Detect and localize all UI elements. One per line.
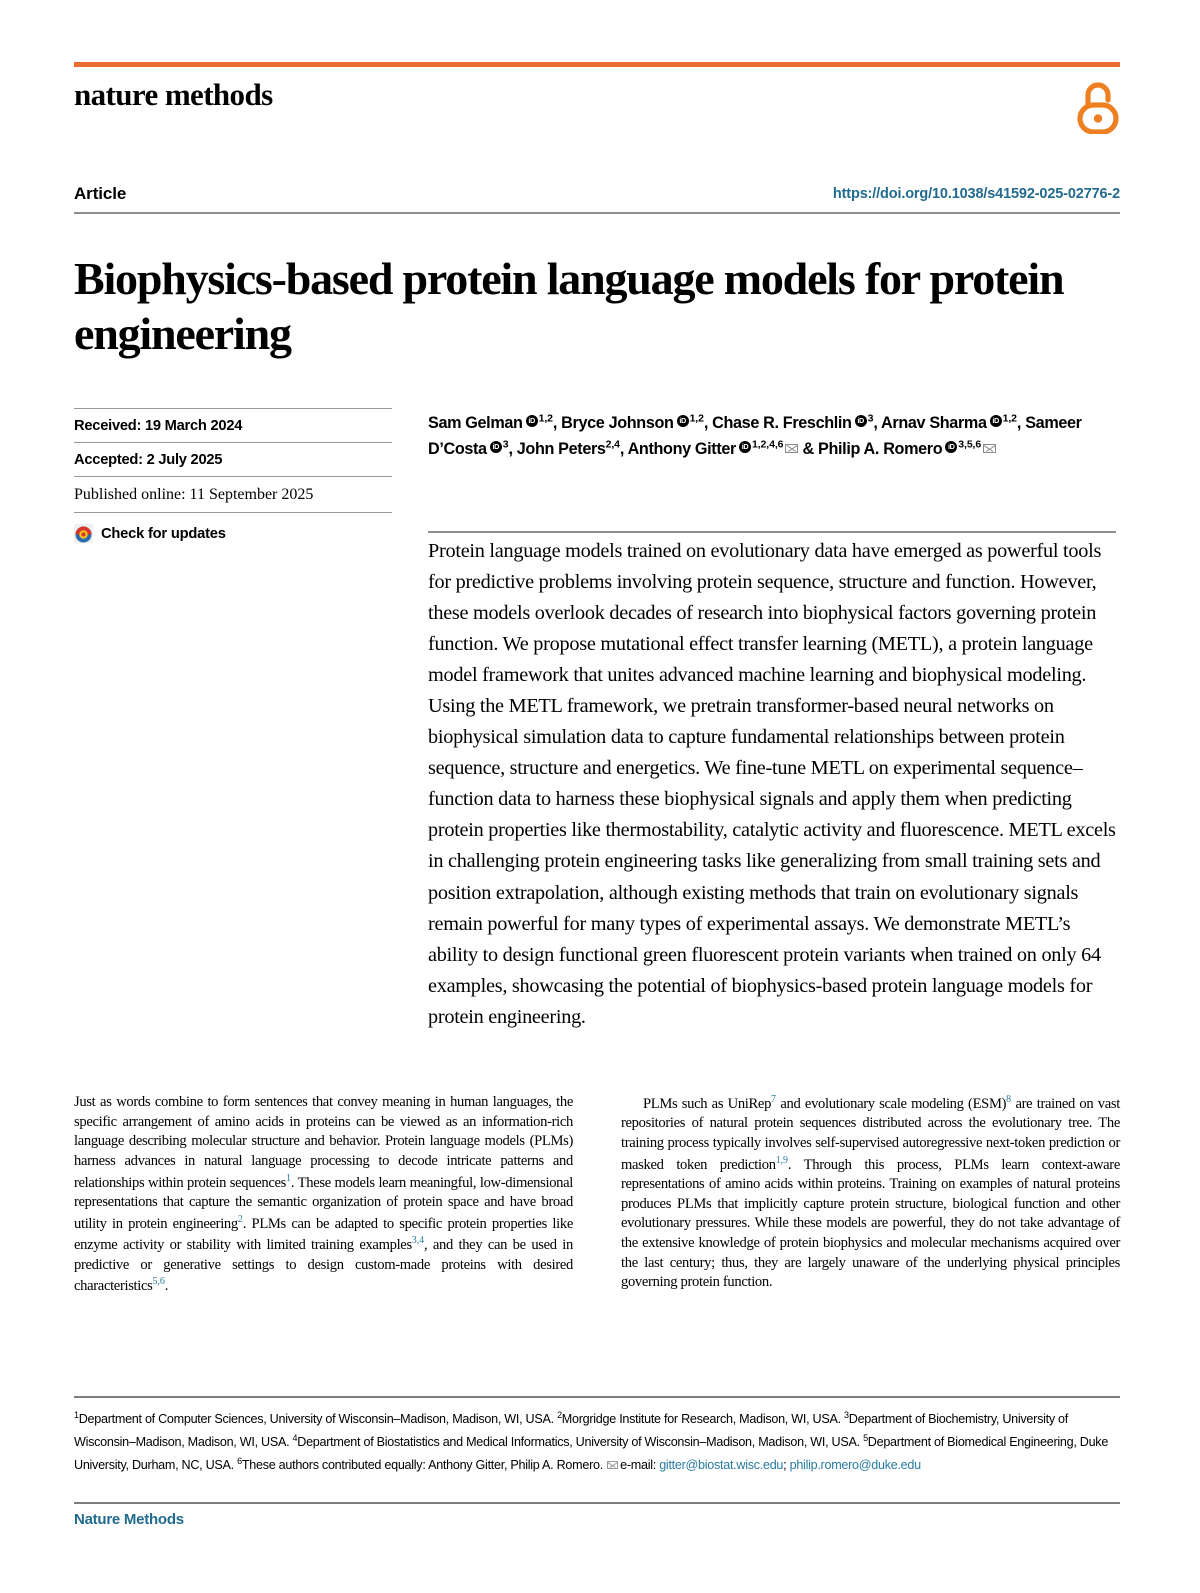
- crossmark-icon: [74, 524, 93, 543]
- open-lock-icon: [1076, 82, 1120, 134]
- footer-journal-name[interactable]: Nature Methods: [74, 1511, 184, 1528]
- affiliations-block: $^1$Department of Computer Sciences, University of Wisconsin–Madison, Madison, WI, USA. $^2$Morgridge Institute for Research, Madison, WI, USA. $^3$Department of Biochemistry, University of Wisconsin–Madison, Madison, WI, USA. $^4$Department of Biostatistics and Medical Informatics, University of Wisconsin–Madison, Madison, WI, USA. $^5$Department of Biomedical Engineering, Duke University, Durham, NC, USA. $^6$These authors contributed equally: Anthony Gitter, Philip A. Romero. e-mail: gitter@biostat.wisc.edu; philip.romero@duke.edu: [74, 1410, 1109, 1472]
- orcid-icon[interactable]: [739, 441, 751, 453]
- journal-masthead[interactable]: nature methods: [74, 77, 273, 112]
- doi-link[interactable]: https://doi.org/10.1038/s41592-025-02776-2: [832, 186, 1120, 202]
- brand-orange-rule: [74, 62, 1120, 67]
- orcid-icon[interactable]: [855, 415, 867, 427]
- affiliation-marker: 3: [502, 438, 509, 451]
- author-name[interactable]: Anthony Gitter: [627, 440, 736, 459]
- author-list: Sam Gelman iD $^{1,2}$, Bryce Johnson iD $^{1,2}$, Chase R. Freschlin iD $^3$, Arnav Sharma iD $^{1,2}$, Sameer D’Costa iD $^3$, John Peters$^{2,4}$, Anthony Gitter iD $^{1,2,4,6}$ & Philip A. RomeroiD $^{3,5,6}$: [428, 410, 1116, 462]
- affiliation-number: 4: [292, 1432, 298, 1443]
- affiliation-number: 1: [74, 1410, 79, 1420]
- citation-ref[interactable]: 1,9: [775, 1154, 788, 1166]
- author-name[interactable]: Sam Gelman: [428, 414, 523, 432]
- abstract-divider: [428, 531, 1116, 533]
- citation-ref[interactable]: 5,6: [152, 1276, 165, 1288]
- affiliation-number: 6: [237, 1455, 242, 1466]
- footer-divider: [74, 1502, 1120, 1504]
- body-columns: [74, 1093, 1120, 1297]
- header-divider: [74, 212, 1120, 214]
- body-column-right: [621, 1093, 1120, 1297]
- orcid-icon[interactable]: [945, 441, 957, 453]
- affiliation-number: 2: [557, 1410, 562, 1420]
- orcid-icon[interactable]: [526, 415, 538, 427]
- email-icon: [607, 1461, 618, 1469]
- affiliation-marker: 2,4: [605, 438, 620, 451]
- affiliation-marker: 3,5,6: [958, 438, 982, 451]
- page-title: Biophysics-based protein language models for protein engineering: [74, 252, 1064, 360]
- citation-ref[interactable]: 7: [771, 1094, 776, 1105]
- author-name[interactable]: Arnav Sharma: [881, 414, 987, 432]
- published-online-date: Published online: 11 September 2025: [74, 486, 314, 503]
- affiliations-divider: [74, 1396, 1120, 1398]
- author-name[interactable]: John Peters: [516, 440, 606, 459]
- orcid-icon[interactable]: [677, 415, 689, 427]
- email-icon[interactable]: [785, 444, 798, 454]
- citation-ref[interactable]: 3,4: [411, 1235, 424, 1247]
- article-type-label: Article: [74, 184, 127, 203]
- author-name[interactable]: Philip A. Romero: [818, 440, 943, 459]
- email-link[interactable]: philip.romero@duke.edu: [789, 1457, 921, 1472]
- received-date: Received: 19 March 2024: [74, 418, 243, 434]
- affiliation-marker: 1,2,4,6: [751, 438, 784, 451]
- email-link[interactable]: gitter@biostat.wisc.edu: [659, 1457, 784, 1472]
- citation-ref[interactable]: 1: [285, 1172, 291, 1184]
- abstract-text: Protein language models trained on evolutionary data have emerged as powerful tools for predictive problems involving protein sequence, structure and function. However, these models overlook decades of research into biophysical factors governing protein function. We propose mutational effect transfer learning (METL), a protein language model framework that unites advanced machine learning and biophysical modeling. Using the METL framework, we pretrain transformer-based neural networks on biophysical simulation data to capture fundamental relationships between protein sequence, structure and energetics. We fine-tune METL on experimental sequence–function data to harness these biophysical signals and apply them when predicting protein properties like thermostability, catalytic activity and fluorescence. METL excels in challenging protein engineering tasks like generalizing from small training sets and position extrapolation, although existing methods that train on evolutionary signals remain powerful for many types of experimental assays. We demonstrate METL’s ability to design functional green fluorescent protein variants when trained on only 64 examples, showcasing the potential of biophysics-based protein language models for protein engineering.: [428, 540, 1116, 1028]
- intro-paragraph-1: Just as words combine to form sentences that convey meaning in human languages, the specific arrangement of amino acids in proteins can be viewed as an information-rich language describing molecular structure and behavior. Protein language models (PLMs) harness advances in natural language processing to decode intricate patterns and relationships within protein sequences$^1$. These models learn meaningful, low-dimensional representations that capture the semantic organization of protein space and have broad utility in protein engineering$^2$. PLMs can be adapted to specific protein properties like enzyme activity or stability with limited training examples$^{3,4}$, and they can be used in predictive or generative settings to design custom-made proteins with desired characteristics$^{5,6}$.: [74, 1094, 574, 1295]
- accepted-date: Accepted: 2 July 2025: [74, 452, 223, 468]
- affiliation-marker: 1,2: [538, 412, 553, 425]
- check-for-updates-button[interactable]: [74, 513, 392, 543]
- citation-ref[interactable]: 2: [237, 1213, 243, 1225]
- author-name[interactable]: Chase R. Freschlin: [712, 414, 852, 432]
- publication-dates-panel: [74, 408, 392, 543]
- orcid-icon[interactable]: [990, 415, 1002, 427]
- body-column-left: [74, 1093, 573, 1297]
- author-name[interactable]: Sameer D’Costa: [428, 414, 1082, 459]
- email-icon[interactable]: [983, 444, 996, 454]
- affiliation-number: 5: [863, 1432, 868, 1443]
- affiliation-number: 3: [844, 1410, 849, 1420]
- affiliation-marker: 1,2: [689, 412, 704, 425]
- orcid-icon[interactable]: [490, 441, 502, 453]
- affiliation-marker: 3: [867, 412, 874, 425]
- intro-paragraph-2: PLMs such as UniRep$^7$ and evolutionary scale modeling (ESM)$^8$ are trained on vast repositories of natural protein sequences distributed across the evolutionary tree. The training process typically involves self-supervised autoregressive next-token prediction or masked token prediction$^{1,9}$. Through this process, PLMs learn context-aware representations of amino acids within proteins. Training on examples of natural proteins produces PLMs that implicitly capture protein structure, biological function and other evolutionary pressures. While these models are powerful, they do not take advantage of the extensive knowledge of protein biophysics and molecular mechanisms acquired over the last century; thus, they are largely unaware of the underlying physical principles governing protein function.: [621, 1094, 1120, 1291]
- check-for-updates-label: Check for updates: [101, 525, 226, 542]
- author-name[interactable]: Bryce Johnson: [561, 414, 674, 432]
- citation-ref[interactable]: 8: [1006, 1094, 1012, 1105]
- affiliation-marker: 1,2: [1002, 412, 1017, 425]
